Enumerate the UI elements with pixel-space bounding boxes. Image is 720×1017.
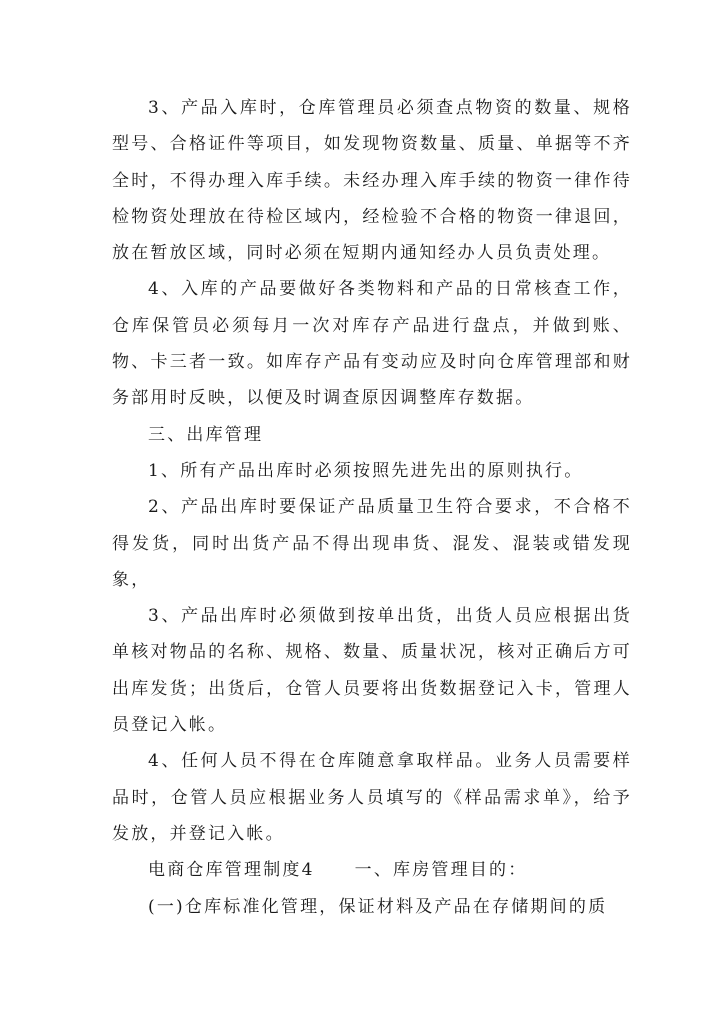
paragraph-purpose-1: (一)仓库标准化管理，保证材料及产品在存储期间的质 [148, 896, 608, 917]
document-title-line [112, 852, 632, 888]
section-heading-outbound: 三、出库管理 [148, 424, 264, 445]
paragraph-inbound-3: 3、产品入库时，仓库管理员必须查点物资的数量、规格型号、合格证件等项目，如发现物资数量、质量、单据等不齐全时，不得办理入库手续。未经办理入库手续的物资一律作待检物资处理放在待检区域内，经检验不合格的物资一律退回，放在暂放区域，同时必须在短期内通知经办人员负责处理。 [112, 98, 632, 264]
section-heading-purpose: 一、库房管理目的： [354, 860, 528, 881]
paragraph-outbound-2: 2、产品出库时要保证产品质量卫生符合要求，不合格不得发货，同时出货产品不得出现串货、混发、混装或错发现象， [112, 497, 632, 590]
paragraph-inbound-4: 4、入库的产品要做好各类物料和产品的日常核查工作，仓库保管员必须每月一次对库存产品进行盘点，并做到账、物、卡三者一致。如库存产品有变动应及时向仓库管理部和财务部用时反映，以便及时调查原因调整库存数据。 [112, 279, 632, 409]
document-body [112, 90, 632, 925]
paragraph-outbound-3: 3、产品出库时必须做到按单出货，出货人员应根据出货单核对物品的名称、规格、数量、质量状况，核对正确后方可出库发货；出货后，仓管人员要将出货数据登记入卡，管理人员登记入帐。 [112, 606, 632, 736]
paragraph-outbound-1: 1、所有产品出库时必须按照先进先出的原则执行。 [148, 460, 584, 481]
document-title: 电商仓库管理制度4 [148, 860, 315, 881]
paragraph-outbound-4: 4、任何人员不得在仓库随意拿取样品。业务人员需要样品时，仓管人员应根据业务人员填写的《样品需求单》，给予发放，并登记入帐。 [112, 751, 632, 844]
